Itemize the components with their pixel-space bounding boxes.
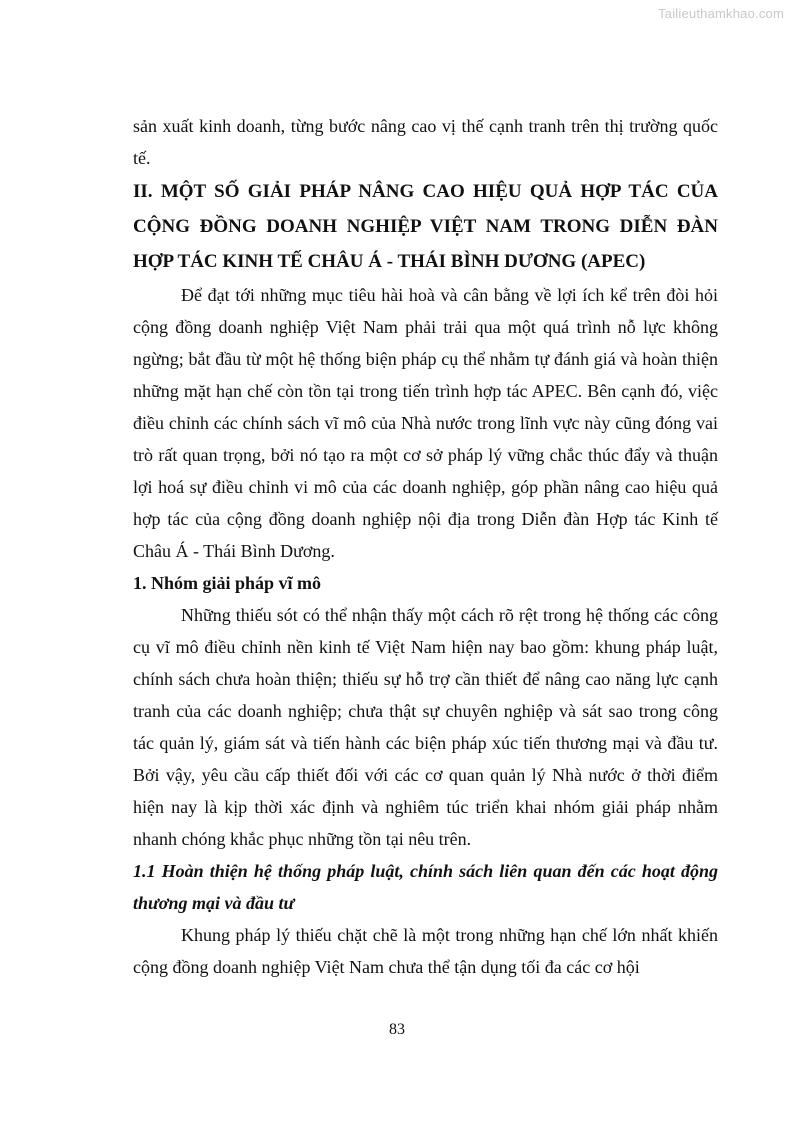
section-heading: II. MỘT SỐ GIẢI PHÁP NÂNG CAO HIỆU QUẢ HỢP TÁC CỦA CỘNG ĐỒNG DOANH NGHIỆP VIỆT NAM TRONG DIỄN ĐÀN HỢP TÁC KINH TẾ CHÂU Á - THÁI BÌNH DƯƠNG (APEC) (133, 181, 718, 272)
watermark-text: Tailieuthamkhao.com (658, 6, 784, 21)
subsection-paragraph: Những thiếu sót có thể nhận thấy một cách rõ rệt trong hệ thống các công cụ vĩ mô điều chỉnh nền kinh tế Việt Nam hiện nay bao gồm: khung pháp luật, chính sách chưa hoàn thiện; thiếu sự hỗ trợ cần thiết để nâng cao năng lực cạnh tranh của các doanh nghiệp; chưa thật sự chuyên nghiệp và sát sao trong công tác quản lý, giám sát và tiến hành các biện pháp xúc tiến thương mại và đầu tư. Bởi vậy, yêu cầu cấp thiết đối với các cơ quan quản lý Nhà nước ở thời điểm hiện nay là kịp thời xác định và nghiêm túc triển khai nhóm giải pháp nhằm nhanh chóng khắc phục những tồn tại nêu trên. (133, 605, 718, 849)
page-number: 83 (389, 1021, 405, 1038)
page-body (133, 110, 718, 983)
sub-subsection-heading: 1.1 Hoàn thiện hệ thống pháp luật, chính sách liên quan đến các hoạt động thương mại và đầu tư (133, 861, 718, 913)
subsection-heading: 1. Nhóm giải pháp vĩ mô (133, 573, 322, 593)
intro-paragraph: Để đạt tới những mục tiêu hài hoà và cân bằng về lợi ích kể trên đòi hỏi cộng đồng doanh nghiệp Việt Nam phải trải qua một quá trình nỗ lực không ngừng; bắt đầu từ một hệ thống biện pháp cụ thể nhằm tự đánh giá và hoàn thiện những mặt hạn chế còn tồn tại trong tiến trình hợp tác APEC. Bên cạnh đó, việc điều chỉnh các chính sách vĩ mô của Nhà nước trong lĩnh vực này cũng đóng vai trò rất quan trọng, bởi nó tạo ra một cơ sở pháp lý vững chắc thúc đẩy và thuận lợi hoá sự điều chỉnh vi mô của các doanh nghiệp, góp phần nâng cao hiệu quả hợp tác của cộng đồng doanh nghiệp nội địa trong Diễn đàn Hợp tác Kinh tế Châu Á - Thái Bình Dương. (133, 285, 718, 561)
final-paragraph: Khung pháp lý thiếu chặt chẽ là một trong những hạn chế lớn nhất khiến cộng đồng doanh nghiệp Việt Nam chưa thể tận dụng tối đa các cơ hội (133, 925, 718, 977)
continuation-paragraph: sản xuất kinh doanh, từng bước nâng cao vị thế cạnh tranh trên thị trường quốc tế. (133, 116, 718, 168)
